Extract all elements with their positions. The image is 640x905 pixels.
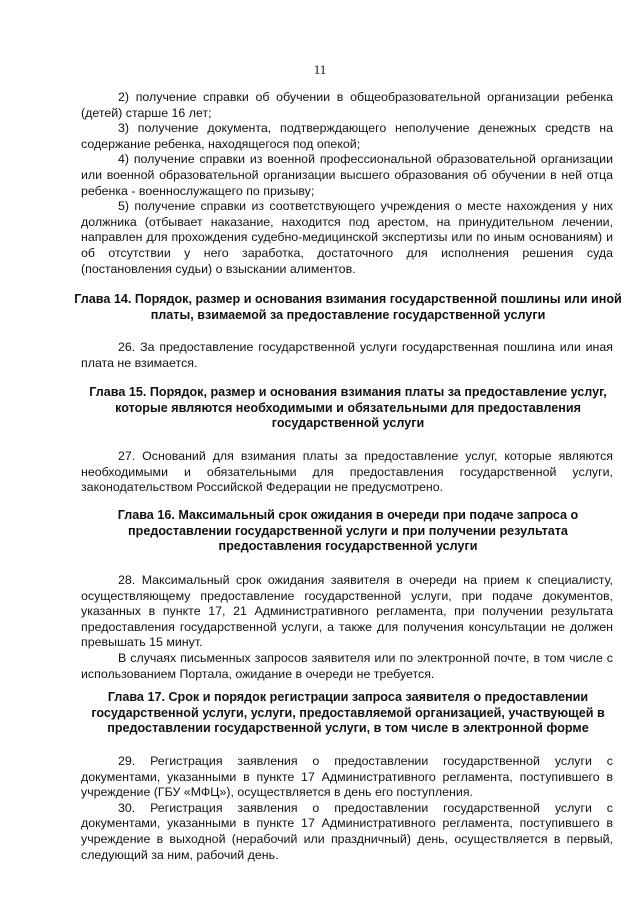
chapter-17-heading: Глава 17. Срок и порядок регистрации запроса заявителя о предоставлении государственной услуги, услуги, предоставляемой организацией, участвующей в предоставлении государственной услуги, в том числе в электронной форме xyxy=(91,690,605,736)
chapter-17-body xyxy=(81,754,613,863)
list-item: 3) получение документа, подтверждающего неполучение денежных средств на содержание ребенка, находящегося под опекой; xyxy=(81,121,613,151)
paragraph-28-continued: В случаях письменных запросов заявителя или по электронной почте, в том числе с использованием Портала, ожидание в очереди не требуется. xyxy=(81,650,613,681)
chapter-16-body xyxy=(81,573,613,682)
chapter-15-heading: Глава 15. Порядок, размер и основания взимания платы за предоставление услуг, которые являются необходимыми и обязательными для предоставления государственной услуги xyxy=(89,385,607,431)
paragraph-29: 29. Регистрация заявления о предоставлении государственной услуги с документами, указанными в пункте 17 Административного регламента, поступившего в учреждение (ГБУ «МФЦ»), осуществляется в день его поступления. xyxy=(81,754,613,800)
chapter-15-body xyxy=(81,449,613,496)
list-block xyxy=(81,90,613,277)
paragraph-26: 26. За предоставление государственной услуги государственная пошлина или иная плата не взимается. xyxy=(81,340,613,370)
paragraph-27: 27. Оснований для взимания платы за предоставление услуг, которые являются необходимыми и обязательными для предоставления государственной услуги, законодательством Российской Федерации не предусмотрено. xyxy=(81,449,613,495)
paragraph-28: 28. Максимальный срок ожидания заявителя в очереди на прием к специалисту, осуществляющему предоставление государственной услуги, при подаче документов, указанных в пункте 17, 21 Административного регламента, при получении результата предоставления государственной услуги, а также для получения консультации не должен превышать 15 минут. xyxy=(81,573,613,650)
chapter-14-body xyxy=(81,340,613,371)
list-item: 5) получение справки из соответствующего учреждения о месте нахождения у них должника (отбывает наказание, находится под арестом, на принудительном лечении, направлен для прохождения судебно-медицинской экспертизы или по иным основаниям) и об отсутствии у него заработка, достаточного для исполнения решения суда (постановления судьи) о взыскании алиментов. xyxy=(81,199,613,276)
paragraph-30: 30. Регистрация заявления о предоставлении государственной услуги с документами, указанными в пункте 17 Административного регламента, поступившего в учреждение в выходной (нерабочий или праздничный) день, осуществляется в первый, следующий за ним, рабочий день. xyxy=(81,800,613,862)
list-item: 2) получение справки об обучении в общеобразовательной организации ребенка (детей) старше 16 лет; xyxy=(81,90,613,120)
list-item: 4) получение справки из военной профессиональной образовательной организации или военной образовательной организации высшего образования об обучении в ней отца ребенка - военнослужащего по призыву; xyxy=(81,152,613,198)
chapter-16-heading: Глава 16. Максимальный срок ожидания в очереди при подаче запроса о предоставлении государственной услуги и при получении результата предоставления государственной услуги xyxy=(117,508,579,554)
chapter-14-heading: Глава 14. Порядок, размер и основания взимания государственной пошлины или иной платы, взимаемой за предоставление государственной услуги xyxy=(74,292,622,322)
page-number: 11 xyxy=(313,62,327,77)
